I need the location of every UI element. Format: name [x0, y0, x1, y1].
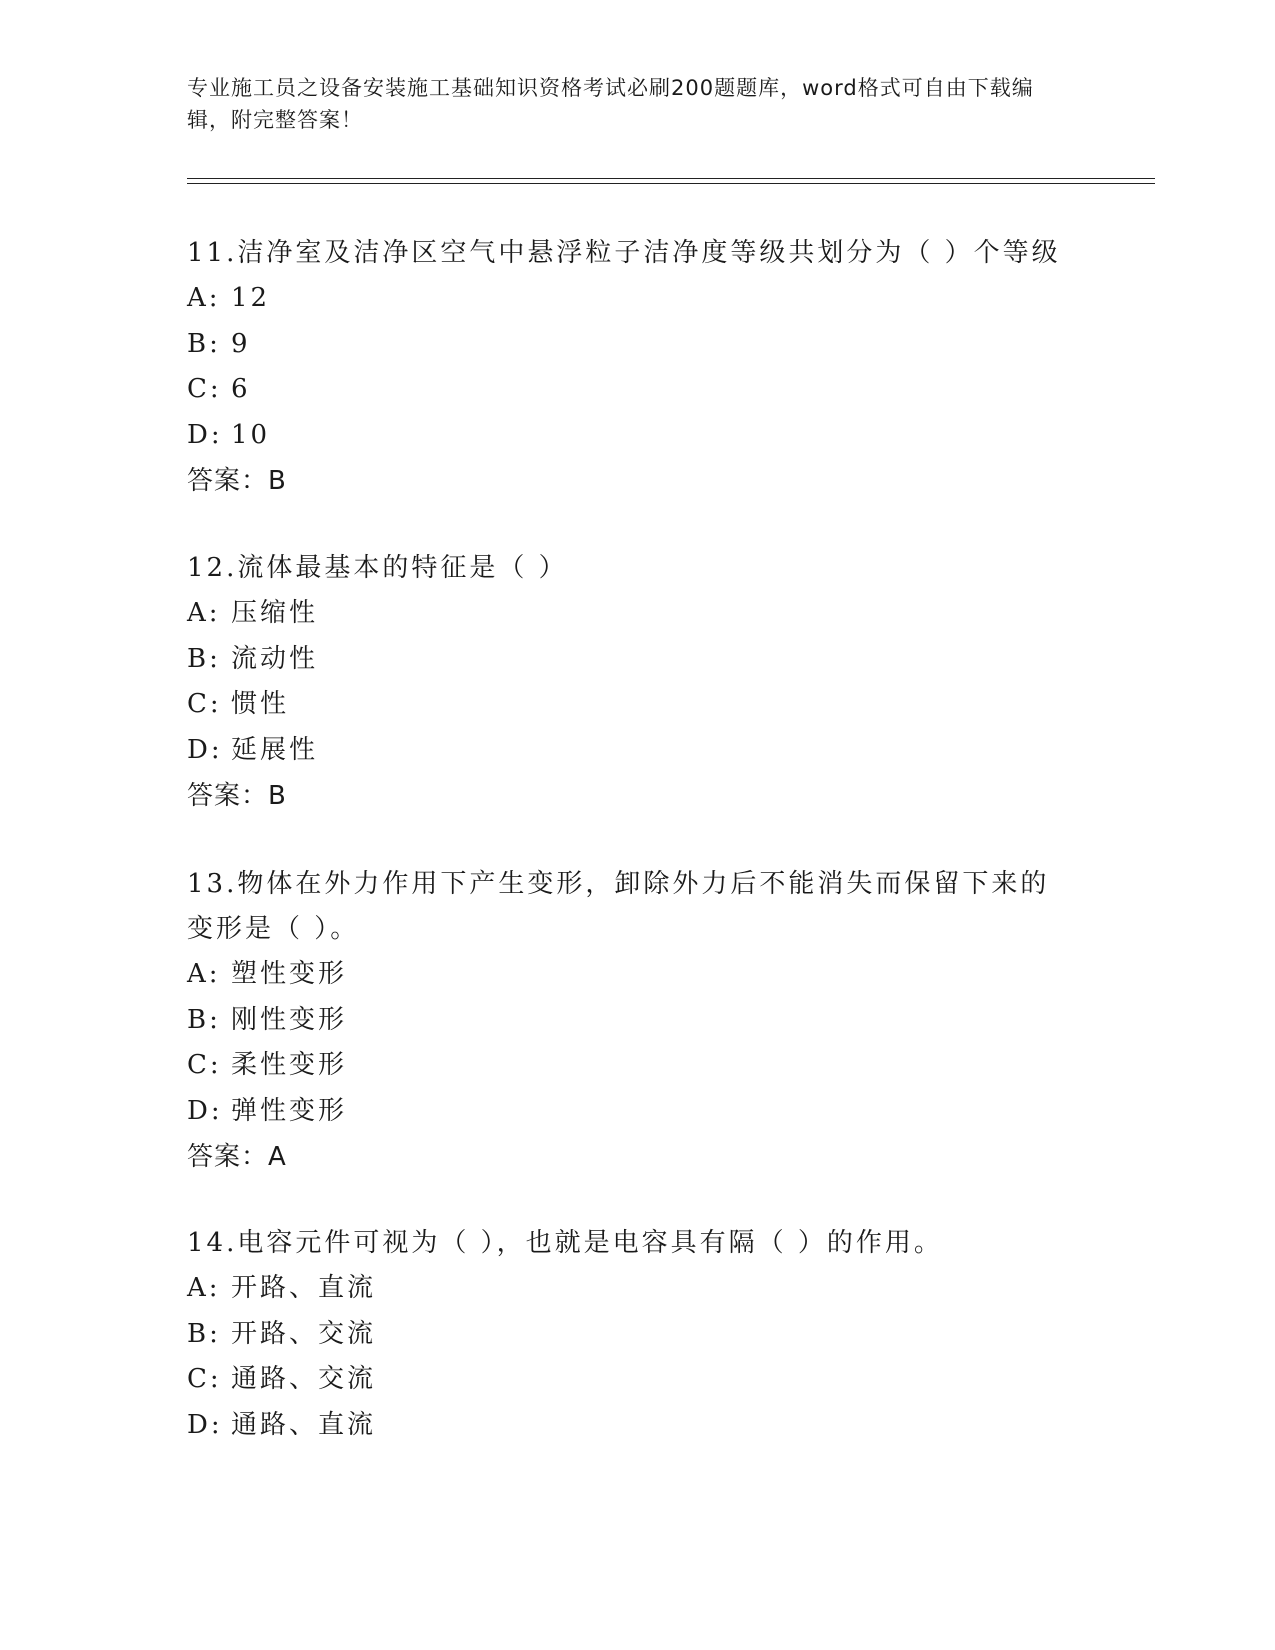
option-letter: B: [187, 1318, 221, 1349]
option-letter: D: [187, 1095, 223, 1126]
option-letter: A: [187, 283, 221, 313]
option-d [187, 1403, 1087, 1449]
option-b [187, 1312, 1087, 1358]
option-letter: B: [187, 328, 221, 359]
option-text: 流动性 [231, 643, 319, 674]
question-12 [187, 546, 1087, 819]
option-c [187, 682, 1087, 728]
option-text: 10 [231, 419, 271, 450]
option-b [187, 637, 1087, 683]
option-letter: A: [187, 598, 221, 628]
option-letter: D: [187, 1409, 223, 1440]
option-c [187, 1043, 1067, 1089]
option-text: 6 [231, 374, 251, 404]
option-text: 通路、直流 [231, 1409, 377, 1440]
option-b [187, 322, 1087, 368]
option-letter: A: [187, 1273, 221, 1303]
option-letter: C: [187, 374, 222, 404]
question-11 [187, 231, 1087, 504]
option-text: 12 [231, 283, 271, 313]
header-divider-bottom [187, 183, 1155, 184]
option-letter: C: [187, 689, 222, 719]
option-letter: D: [187, 734, 223, 765]
option-text: 弹性变形 [231, 1095, 348, 1126]
header-divider-top [187, 178, 1155, 179]
option-letter: B: [187, 1004, 221, 1035]
option-text: 压缩性 [231, 598, 319, 628]
option-text: 通路、交流 [231, 1364, 377, 1394]
question-text: 11.洁净室及洁净区空气中悬浮粒子洁净度等级共划分为（ ）个等级 [187, 238, 1061, 268]
question-text: 14.电容元件可视为（ ），也就是电容具有隔（ ）的作用。 [187, 1228, 943, 1258]
option-a [187, 1266, 1087, 1312]
option-text: 开路、交流 [231, 1318, 377, 1349]
option-c [187, 367, 1087, 413]
option-a [187, 276, 1087, 322]
option-letter: B: [187, 643, 221, 674]
option-letter: D: [187, 419, 223, 450]
option-text: 开路、直流 [231, 1273, 377, 1303]
option-d [187, 1089, 1067, 1135]
option-a [187, 591, 1087, 637]
option-b [187, 998, 1067, 1044]
option-letter: A: [187, 959, 221, 989]
answer-line: 答案：A [187, 1142, 287, 1172]
answer-line: 答案：B [187, 466, 287, 496]
answer-line: 答案：B [187, 781, 287, 811]
question-14 [187, 1221, 1087, 1448]
option-letter: C: [187, 1364, 222, 1394]
option-text: 刚性变形 [231, 1004, 348, 1035]
option-a [187, 952, 1067, 998]
question-text: 12.流体最基本的特征是（ ） [187, 553, 568, 583]
option-d [187, 413, 1087, 459]
option-letter: C: [187, 1050, 222, 1080]
option-text: 延展性 [231, 734, 319, 765]
document-header: 专业施工员之设备安装施工基础知识资格考试必刷200题题库，word格式可自由下载编辑，附完整答案！ [187, 76, 1034, 132]
option-text: 柔性变形 [231, 1050, 348, 1080]
option-c [187, 1357, 1087, 1403]
option-text: 塑性变形 [231, 959, 348, 989]
option-text: 惯性 [231, 689, 290, 719]
question-text: 13.物体在外力作用下产生变形，卸除外力后不能消失而保留下来的变形是（ ）。 [187, 869, 1050, 944]
option-d [187, 728, 1087, 774]
option-text: 9 [231, 328, 251, 359]
question-13 [187, 862, 1067, 1180]
